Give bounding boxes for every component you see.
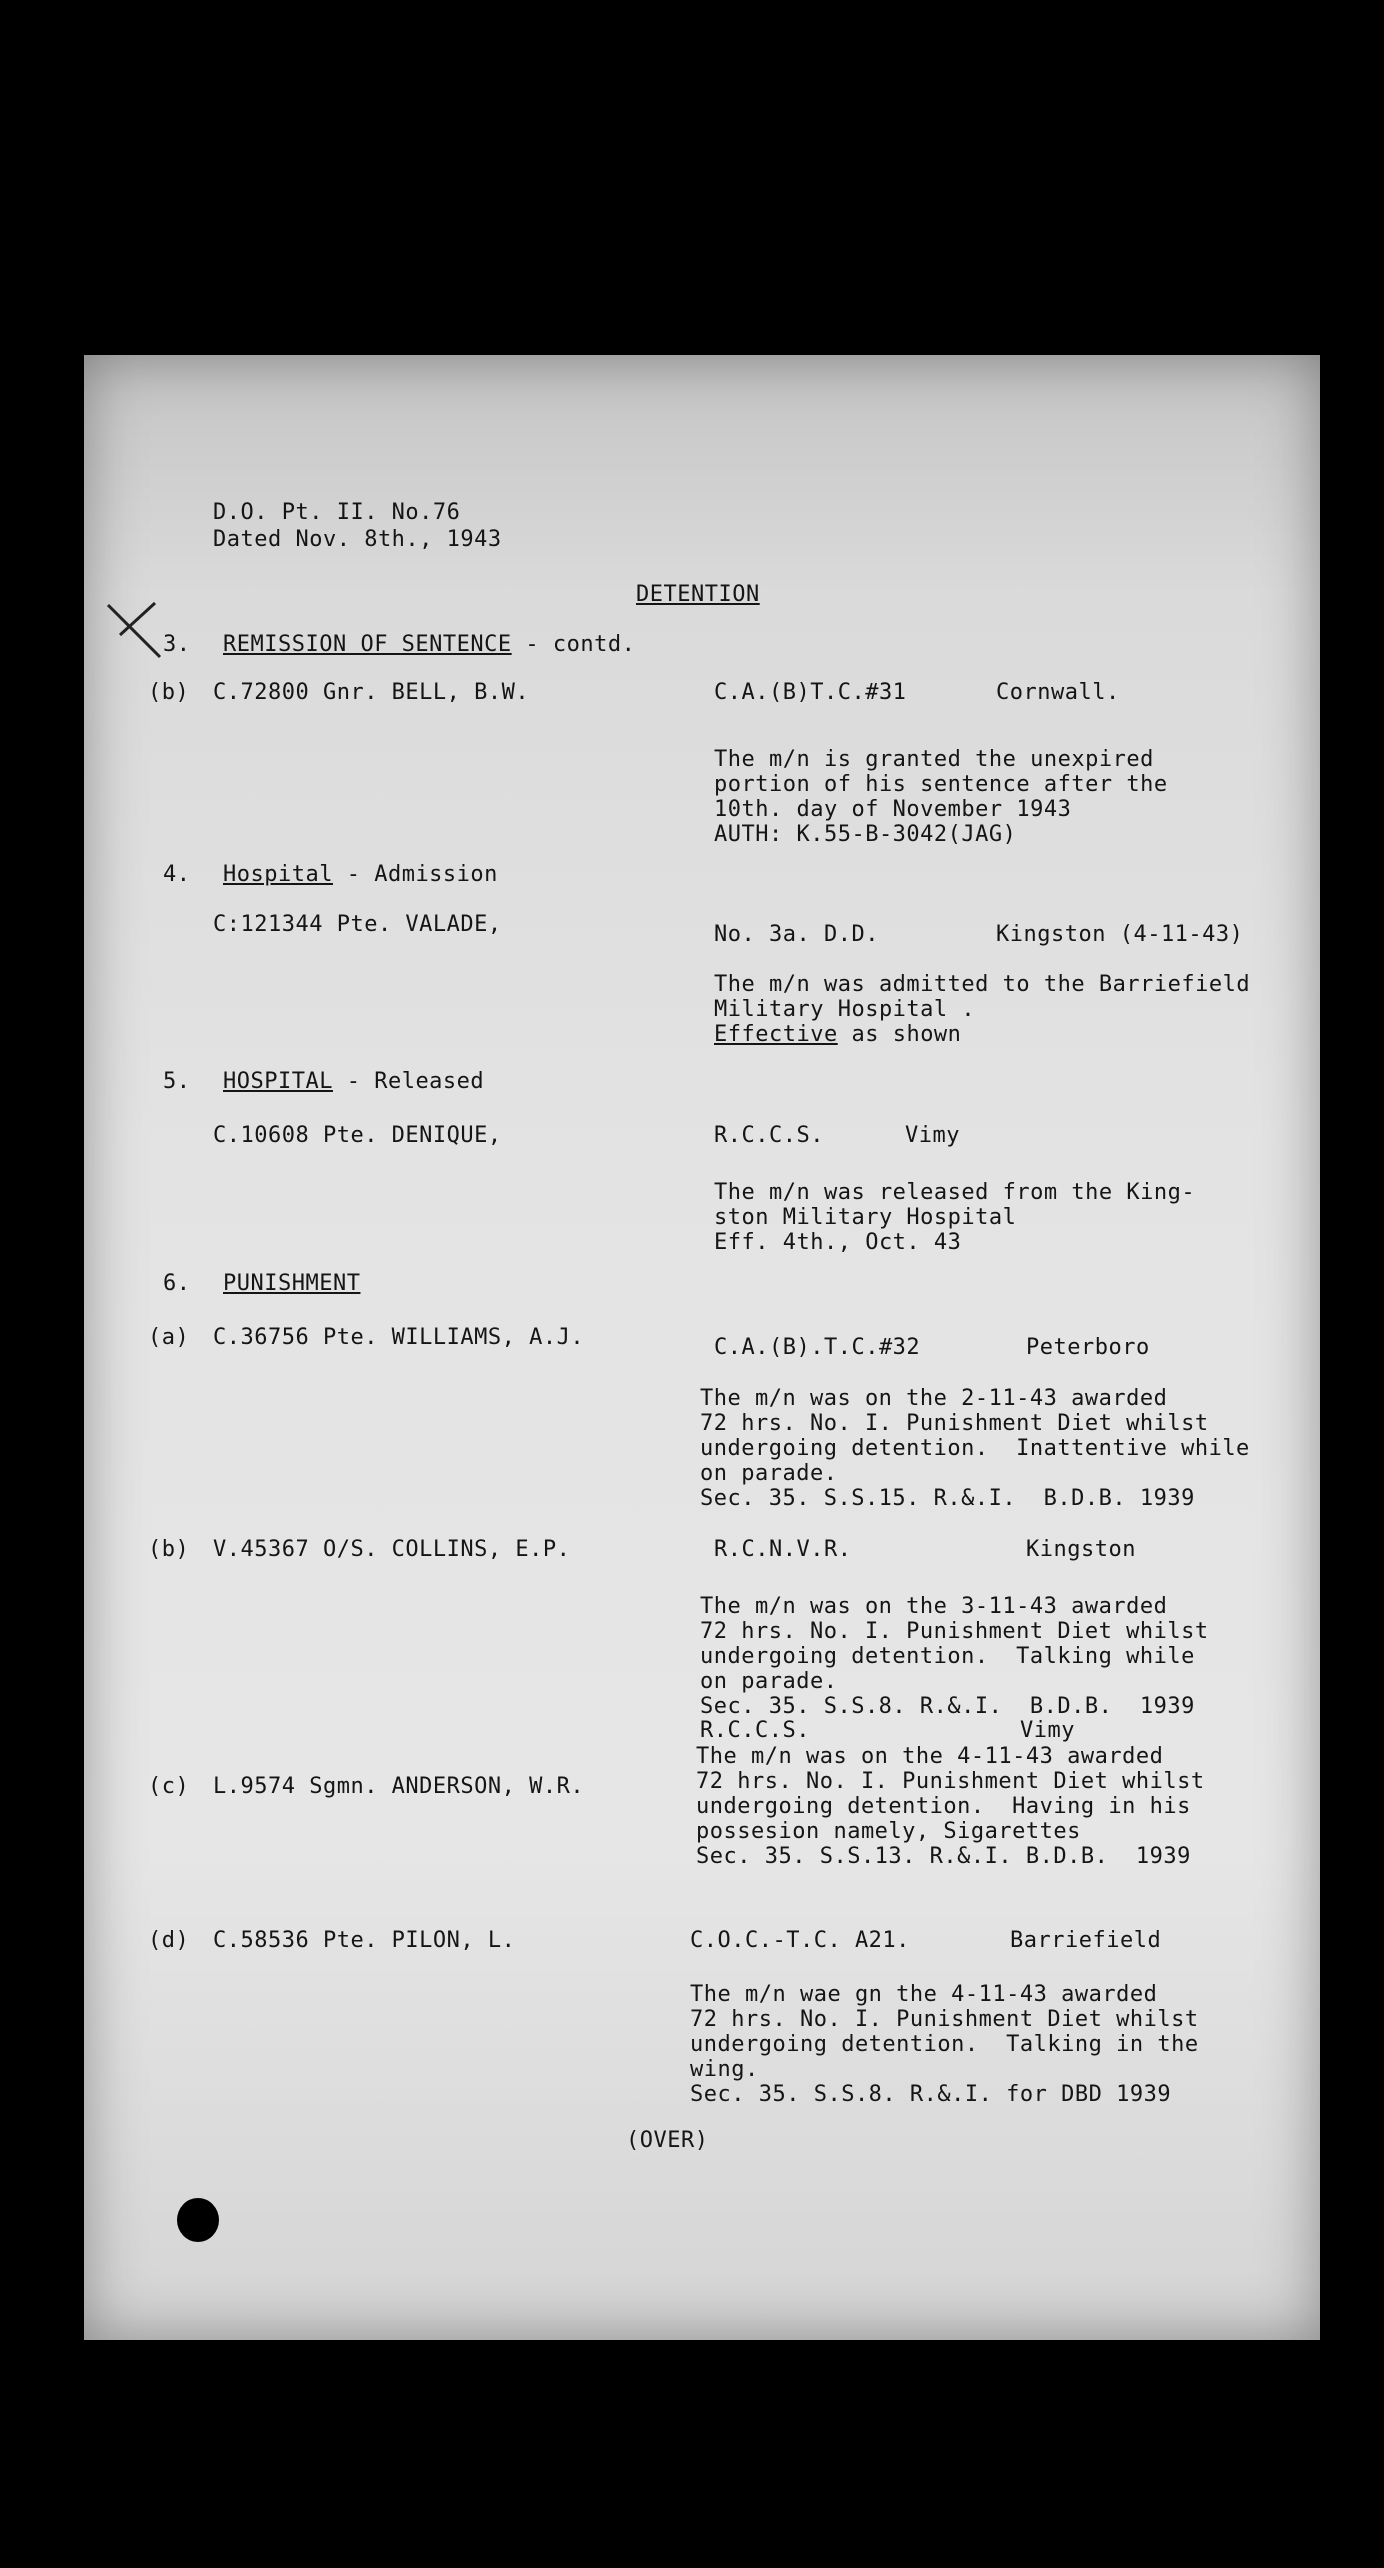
entry-detail: The m/n is granted the unexpired portion of his sentence after the 10th. day of November 1943 AUTH: K.55-B-3042(JAG): [714, 747, 1168, 847]
entry-detail: The m/n was admitted to the Barriefield Military Hospital .: [714, 972, 1251, 1022]
entry-place: Barriefield: [1010, 1928, 1162, 1953]
entry-unit: C.A.(B).T.C.#32: [714, 1335, 921, 1360]
entry-letter: (c): [148, 1774, 190, 1799]
entry-letter: (b): [148, 1537, 190, 1562]
entry-detail: The m/n was on the 4-11-43 awarded 72 hrs. No. I. Punishment Diet whilst undergoing detention. Having in his possesion namely, Sigarettes Sec. 35. S.S.13. R.&.I. B.D.B. 1939: [696, 1744, 1205, 1869]
entry-letter: (b): [148, 680, 190, 705]
entry-soldier: C.36756 Pte. WILLIAMS, A.J.: [213, 1325, 585, 1350]
entry-unit: R.C.N.V.R.: [714, 1537, 852, 1562]
section-number: 3.: [163, 632, 191, 657]
entry-unit: C.O.C.-T.C. A21.: [690, 1928, 910, 1953]
entry-place: Vimy: [1020, 1718, 1075, 1743]
entry-place: Cornwall.: [996, 680, 1120, 705]
section-heading-suffix: - Admission: [332, 862, 498, 887]
section-heading-suffix: - contd.: [511, 632, 636, 657]
punch-hole: [177, 2198, 219, 2242]
section-heading: [223, 862, 498, 888]
entry-place: Kingston: [1026, 1537, 1136, 1562]
section-heading-suffix: - Released: [332, 1069, 485, 1094]
section-heading-text: Hospital: [223, 862, 333, 887]
order-number: D.O. Pt. II. No.76: [213, 500, 461, 525]
entry-detail: The m/n wae gn the 4-11-43 awarded 72 hrs. No. I. Punishment Diet whilst undergoing detention. Talking in the wing. Sec. 35. S.S.8. R.&.I. for DBD 1939: [690, 1982, 1199, 2107]
entry-soldier: L.9574 Sgmn. ANDERSON, W.R.: [213, 1774, 585, 1799]
entry-soldier: C.58536 Pte. PILON, L.: [213, 1928, 516, 1953]
entry-place: Kingston (4-11-43): [996, 922, 1244, 947]
order-date: Dated Nov. 8th., 1943: [213, 527, 502, 552]
entry-unit: No. 3a. D.D.: [714, 922, 879, 947]
entry-unit: R.C.C.S.: [714, 1123, 824, 1148]
entry-detail-effective: [714, 1022, 961, 1048]
entry-place: Peterboro: [1026, 1335, 1150, 1360]
entry-unit: R.C.C.S.: [700, 1718, 810, 1743]
section-heading-text: PUNISHMENT: [223, 1271, 361, 1296]
cross-mark-icon: [100, 595, 170, 665]
section-heading-text: HOSPITAL: [223, 1069, 333, 1094]
entry-soldier: C.10608 Pte. DENIQUE,: [213, 1123, 502, 1148]
entry-detail: The m/n was on the 3-11-43 awarded 72 hrs. No. I. Punishment Diet whilst undergoing detention. Talking while on parade. Sec. 35. S.S.8. R.&.I. B.D.B. 1939: [700, 1594, 1209, 1719]
section-number: 5.: [163, 1069, 191, 1094]
entry-unit: C.A.(B)T.C.#31: [714, 680, 907, 705]
effective-tail: as shown: [837, 1022, 962, 1047]
page-title: DETENTION: [636, 582, 760, 607]
entry-detail: The m/n was released from the King- ston Military Hospital Eff. 4th., Oct. 43: [714, 1180, 1196, 1255]
section-number: 4.: [163, 862, 191, 887]
entry-letter: (d): [148, 1928, 190, 1953]
entry-soldier: V.45367 O/S. COLLINS, E.P.: [213, 1537, 571, 1562]
entry-soldier: C.72800 Gnr. BELL, B.W.: [213, 680, 530, 705]
section-heading: [223, 1069, 484, 1095]
entry-place: Vimy: [905, 1123, 960, 1148]
section-heading-text: REMISSION OF SENTENCE: [223, 632, 512, 657]
section-heading: [223, 632, 635, 658]
section-number: 6.: [163, 1271, 191, 1296]
entry-detail: The m/n was on the 2-11-43 awarded 72 hrs. No. I. Punishment Diet whilst undergoing detention. Inattentive while on parade. Sec. 35. S.S.15. R.&.I. B.D.B. 1939: [700, 1386, 1250, 1511]
entry-letter: (a): [148, 1325, 190, 1350]
effective-word: Effective: [714, 1022, 838, 1047]
section-heading: [223, 1271, 360, 1297]
page-footer: (OVER): [626, 2128, 709, 2153]
entry-soldier: C:121344 Pte. VALADE,: [213, 912, 502, 937]
